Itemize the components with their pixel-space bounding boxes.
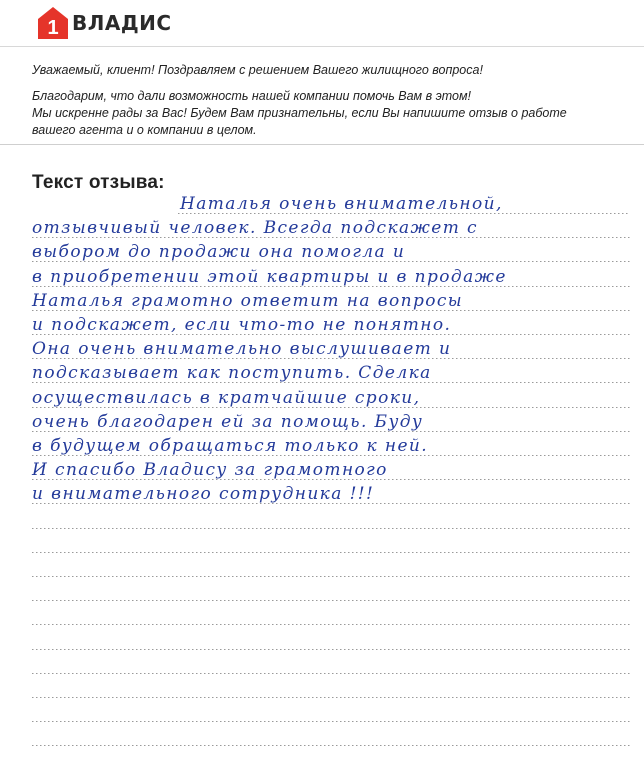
brand-name: ВЛАДИС xyxy=(72,11,172,35)
intro-line: вашего агента и о компании в целом. xyxy=(32,123,257,137)
handwritten-line: очень благодарен ей за помощь. Буду xyxy=(32,411,424,432)
house-logo-icon xyxy=(36,6,70,40)
handwritten-line: и подскажет, если что-то не понятно. xyxy=(32,315,452,335)
handwritten-line: и внимательного сотрудника !!! xyxy=(32,484,375,505)
handwritten-line: в будущем обращаться только к ней. xyxy=(32,436,429,456)
handwritten-line: подсказывает как поступить. Сделка xyxy=(32,363,432,384)
header-divider xyxy=(0,46,644,47)
review-label: Текст отзыва: xyxy=(32,172,165,193)
handwritten-line: в приобретении этой квартиры и в продаже xyxy=(32,266,507,287)
intro-paragraph xyxy=(32,88,622,139)
handwritten-line: осуществилась в кратчайшие сроки, xyxy=(32,387,421,408)
handwritten-line: Наталья очень внимательной, xyxy=(180,194,503,214)
brand-logo xyxy=(36,6,172,40)
handwritten-line: И спасибо Владису за грамотного xyxy=(32,460,388,481)
handwritten-line: отзывчивый человек. Всегда подскажет с xyxy=(32,218,478,239)
intro-line: Благодарим, что дали возможность нашей компании помочь Вам в этом! xyxy=(32,89,472,103)
intro-divider xyxy=(0,144,644,145)
handwritten-line: Наталья грамотно ответит на вопросы xyxy=(32,290,464,311)
intro-line: Мы искренне рады за Вас! Будем Вам признательны, если Вы напишите отзыв о работе xyxy=(32,106,567,120)
handwritten-line: Она очень внимательно выслушивает и xyxy=(32,339,452,360)
logo-glyph: 1 xyxy=(47,17,59,39)
handwritten-line: выбором до продажи она помогла и xyxy=(32,242,406,263)
intro-greeting: Уважаемый, клиент! Поздравляем с решением Вашего жилищного вопроса! xyxy=(32,63,483,77)
